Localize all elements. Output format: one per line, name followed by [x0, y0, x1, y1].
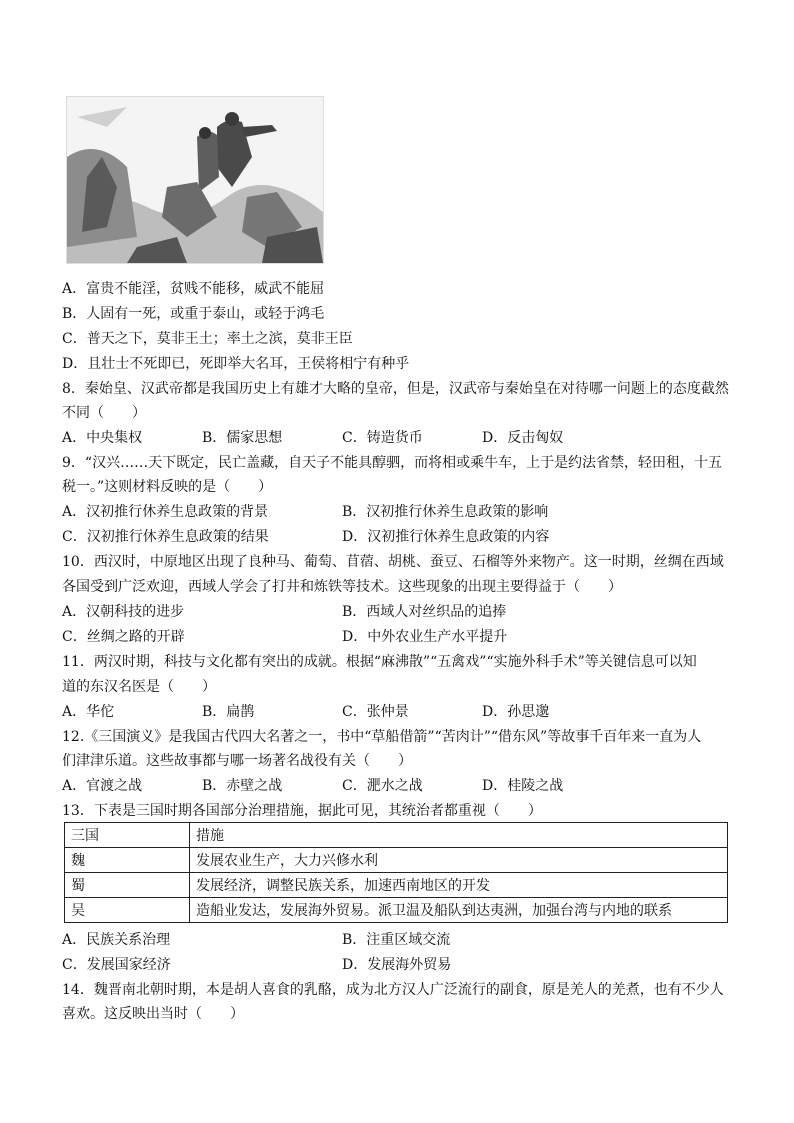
- q10-stem-line1: 10．西汉时，中原地区出现了良种马、葡萄、苜蓿、胡桃、蚕豆、石榴等外来物产。这一时期，丝绸在西域: [62, 554, 724, 570]
- q13-option-c: C．发展国家经济: [62, 957, 171, 973]
- q10-option-c: C．丝绸之路的开辟: [62, 629, 185, 645]
- q13-table: [64, 822, 728, 923]
- q7-option-c: C．普天之下，莫非王土；率土之滨，莫非王臣: [62, 331, 353, 347]
- q11-option-b: B．扁鹊: [202, 704, 255, 720]
- q9-stem-line2: 税一。”这则材料反映的是（ ）: [62, 479, 273, 495]
- table-cell-measure: 发展经济，调整民族关系，加速西南地区的开发: [190, 873, 728, 898]
- table-cell-kingdom: 蜀: [65, 873, 190, 898]
- q12-option-b: B．赤壁之战: [202, 778, 283, 794]
- table-cell-measure: 发展农业生产，大力兴修水利: [190, 848, 728, 873]
- table-header-row: [65, 823, 728, 848]
- table-cell-kingdom: 魏: [65, 848, 190, 873]
- table-row: [65, 873, 728, 898]
- q7-option-d: D．且壮士不死即已，死即举大名耳，王侯将相宁有种乎: [62, 356, 410, 372]
- q12-option-c: C．淝水之战: [342, 778, 423, 794]
- q13-stem-line1: 13．下表是三国时期各国部分治理措施，据此可见，其统治者都重视（ ）: [62, 803, 542, 819]
- q13-option-d: D．发展海外贸易: [342, 957, 452, 973]
- q13-option-a: A．民族关系治理: [62, 932, 171, 948]
- table-cell-kingdom: 吴: [65, 898, 190, 923]
- q8-option-c: C．铸造货币: [342, 430, 423, 446]
- table-cell-measure: 造船业发达，发展海外贸易。派卫温及船队到达夷洲，加强台湾与内地的联系: [190, 898, 728, 923]
- q14-stem-line2: 喜欢。这反映出当时（ ）: [62, 1006, 244, 1022]
- table-header-cell: 措施: [190, 823, 728, 848]
- q9-stem-line1: 9．“汉兴……天下既定，民亡盖藏，自天子不能具醇驷，而将相或乘牛车，上于是约法省禁，轻田租，十五: [62, 455, 723, 471]
- q12-stem-line2: 们津津乐道。这些故事都与哪一场著名战役有关（ ）: [62, 753, 412, 769]
- q12-option-d: D．桂陵之战: [482, 778, 564, 794]
- q8-option-a: A．中央集权: [62, 430, 143, 446]
- q9-option-a: A．汉初推行休养生息政策的背景: [62, 504, 269, 520]
- table-row: [65, 848, 728, 873]
- q11-option-d: D．孙思邈: [482, 704, 550, 720]
- q8-stem-line1: 8．秦始皇、汉武帝都是我国历史上有雄才大略的皇帝，但是，汉武帝与秦始皇在对待哪一问题上的态度截然: [62, 381, 729, 397]
- q7-option-a: A．富贵不能淫，贫贱不能移，威武不能屈: [62, 281, 325, 297]
- q8-stem-line2: 不同（ ）: [62, 405, 146, 421]
- table-header-cell: 三国: [65, 823, 190, 848]
- q9-option-d: D．汉初推行休养生息政策的内容: [342, 529, 550, 545]
- q10-option-b: B．西域人对丝织品的追捧: [342, 604, 507, 620]
- q9-option-c: C．汉初推行休养生息政策的结果: [62, 529, 269, 545]
- q12-stem-line1: 12.《三国演义》是我国古代四大名著之一，书中“草船借箭”“苦肉计”“借东风”等故事千百年来一直为人: [62, 729, 702, 745]
- q8-option-b: B．儒家思想: [202, 430, 283, 446]
- q10-stem-line2: 各国受到广泛欢迎，西域人学会了打井和炼铁等技术。这些现象的出现主要得益于（ ）: [62, 579, 622, 595]
- q11-stem-line2: 道的东汉名医是（ ）: [62, 679, 216, 695]
- q8-option-d: D．反击匈奴: [482, 430, 564, 446]
- q13-option-b: B．注重区域交流: [342, 932, 451, 948]
- q9-option-b: B．汉初推行休养生息政策的影响: [342, 504, 549, 520]
- q11-stem-line1: 11．两汉时期，科技与文化都有突出的成就。根据“麻沸散”“五禽戏”“实施外科手术”等关键信息可以知: [62, 654, 697, 670]
- q11-option-c: C．张仲景: [342, 704, 409, 720]
- q14-stem-line1: 14．魏晋南北朝时期，本是胡人喜食的乳酪，成为北方汉人广泛流行的副食，原是羌人的羌煮，也有不少人: [62, 982, 724, 998]
- q7-option-b: B．人固有一死，或重于泰山，或轻于鸿毛: [62, 306, 325, 322]
- historical-illustration: [66, 96, 324, 264]
- q12-option-a: A．官渡之战: [62, 778, 143, 794]
- q11-option-a: A．华佗: [62, 704, 115, 720]
- q10-option-d: D．中外农业生产水平提升: [342, 629, 508, 645]
- q10-option-a: A．汉朝科技的进步: [62, 604, 185, 620]
- table-row: [65, 898, 728, 923]
